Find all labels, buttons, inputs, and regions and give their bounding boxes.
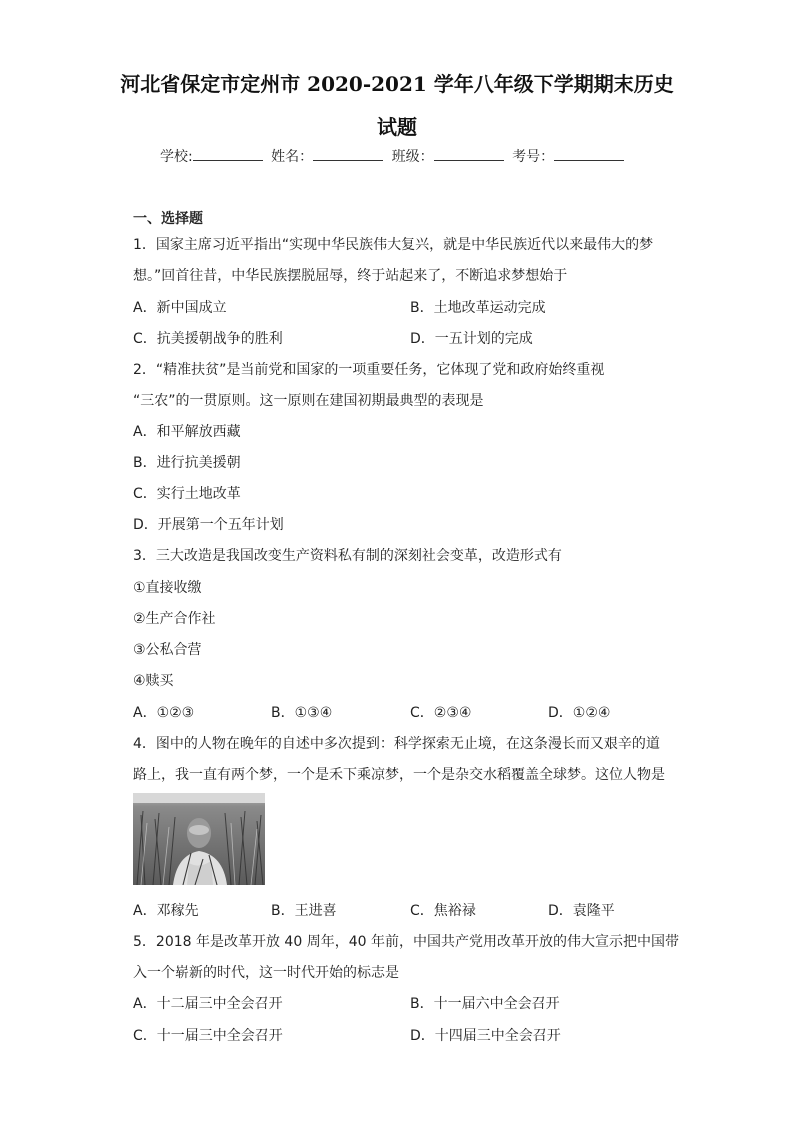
name-label: 姓名： (271, 149, 314, 165)
q5-option-b[interactable]: B．十一届六中全会召开 (410, 996, 560, 1012)
q2-option-a[interactable]: A．和平解放西藏 (133, 424, 241, 440)
q3-option-a[interactable]: A．①②③ (133, 705, 195, 721)
class-label: 班级： (391, 149, 434, 165)
q5-option-a[interactable]: A．十二届三中全会召开 (133, 996, 283, 1012)
q3-item-1: ①直接收缴 (133, 580, 202, 596)
q5-stem-line1: 5．2018 年是改革开放 40 周年，40 年前，中国共产党用改革开放的伟大宣示把中国带 (133, 934, 679, 950)
school-blank[interactable] (193, 146, 263, 161)
q3-item-4: ④赎买 (133, 673, 174, 689)
q5-option-c[interactable]: C．十一届三中全会召开 (133, 1028, 283, 1044)
doc-title-line1: 河北省保定市定州市 2020-2021 学年八年级下学期期末历史 (120, 72, 674, 96)
rice-field-photo (133, 793, 265, 885)
q4-stem-line2: 路上，我一直有两个梦，一个是禾下乘凉梦，一个是杂交水稻覆盖全球梦。这位人物是 (133, 767, 665, 783)
q2-option-b[interactable]: B．进行抗美援朝 (133, 455, 241, 471)
q3-item-2: ②生产合作社 (133, 611, 216, 627)
q4-stem-line1: 4．图中的人物在晚年的自述中多次提到：科学探索无止境，在这条漫长而又艰辛的道 (133, 736, 660, 752)
class-blank[interactable] (434, 146, 504, 161)
name-blank[interactable] (313, 146, 383, 161)
student-info-row (160, 146, 628, 166)
q1-option-d[interactable]: D．一五计划的完成 (410, 331, 533, 347)
q2-option-c[interactable]: C．实行土地改革 (133, 486, 241, 502)
q1-option-b[interactable]: B．土地改革运动完成 (410, 300, 546, 316)
number-label: 考号： (512, 149, 555, 165)
q3-option-d[interactable]: D．①②④ (548, 705, 611, 721)
q4-option-a[interactable]: A．邓稼先 (133, 903, 199, 919)
q3-item-3: ③公私合营 (133, 642, 202, 658)
doc-title-line2: 试题 (377, 115, 417, 139)
q1-stem-line2: 想。”回首往昔，中华民族摆脱屈辱，终于站起来了，不断追求梦想始于 (133, 268, 568, 284)
school-label: 学校: (160, 149, 193, 165)
q2-stem-line2: “三农”的一贯原则。这一原则在建国初期最典型的表现是 (133, 393, 484, 409)
q1-stem-line1: 1．国家主席习近平指出“实现中华民族伟大复兴，就是中华民族近代以来最伟大的梦 (133, 237, 654, 253)
q4-option-d[interactable]: D．袁隆平 (548, 903, 615, 919)
number-blank[interactable] (554, 146, 624, 161)
q1-option-c[interactable]: C．抗美援朝战争的胜利 (133, 331, 283, 347)
q3-stem-line1: 3．三大改造是我国改变生产资料私有制的深刻社会变革，改造形式有 (133, 548, 562, 564)
q4-option-c[interactable]: C．焦裕禄 (410, 903, 476, 919)
section-heading: 一、选择题 (133, 211, 203, 227)
q4-option-b[interactable]: B．王进喜 (271, 903, 337, 919)
q1-option-a[interactable]: A．新中国成立 (133, 300, 227, 316)
q5-stem-line2: 入一个崭新的时代，这一时代开始的标志是 (133, 965, 399, 981)
q3-option-b[interactable]: B．①③④ (271, 705, 333, 721)
q2-stem-line1: 2．“精准扶贫”是当前党和国家的一项重要任务，它体现了党和政府始终重视 (133, 362, 605, 378)
q5-option-d[interactable]: D．十四届三中全会召开 (410, 1028, 561, 1044)
q2-option-d[interactable]: D．开展第一个五年计划 (133, 517, 284, 533)
q3-option-c[interactable]: C．②③④ (410, 705, 472, 721)
